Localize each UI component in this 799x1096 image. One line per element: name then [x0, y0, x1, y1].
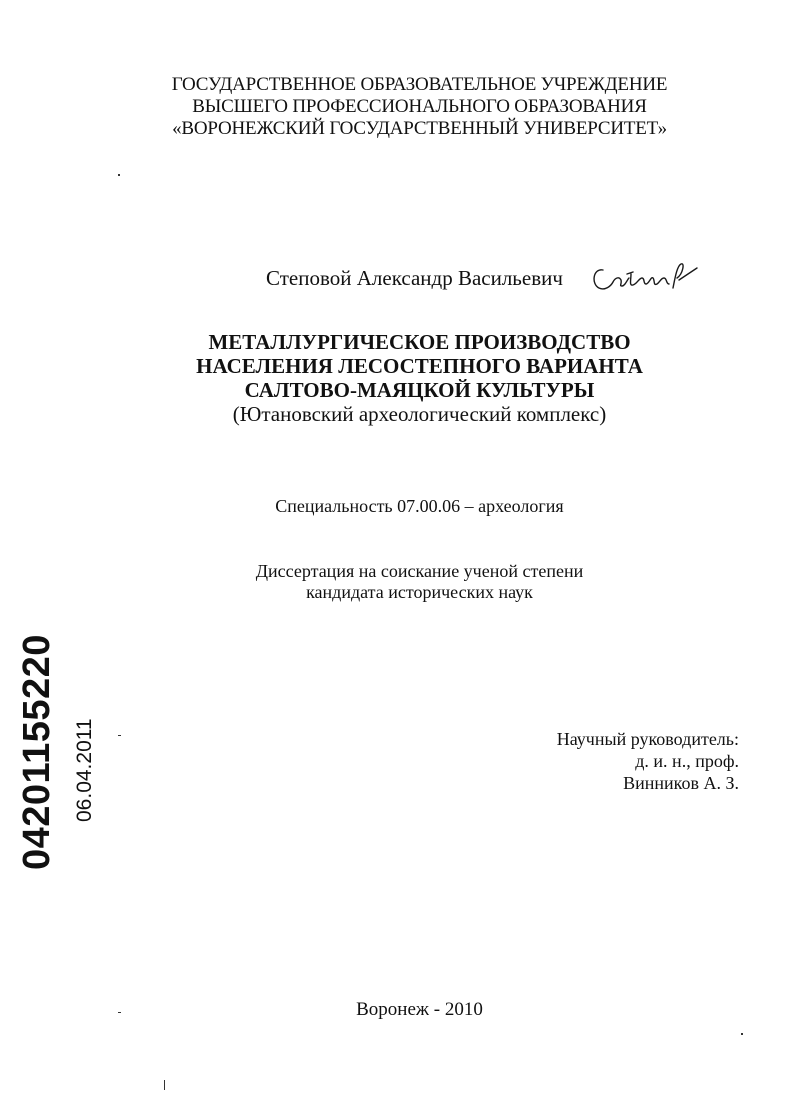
dissertation-title — [20, 330, 799, 426]
author-row — [266, 258, 699, 298]
scan-speck — [741, 1033, 743, 1035]
scan-speck — [118, 1012, 121, 1013]
stamp-number: 04201155220 — [16, 634, 58, 870]
supervisor-label: Научный руководитель: — [556, 729, 739, 749]
title-line-3: САЛТОВО-МАЯЦКОЙ КУЛЬТУРЫ — [244, 378, 595, 402]
degree-line-2: кандидата исторических наук — [306, 582, 533, 602]
scan-speck — [164, 1080, 165, 1090]
title-line-2: НАСЕЛЕНИЯ ЛЕСОСТЕПНОГО ВАРИАНТА — [196, 354, 643, 378]
supervisor-name: Винников А. З. — [623, 773, 739, 793]
institution-line-3: «ВОРОНЕЖСКИЙ ГОСУДАРСТВЕННЫЙ УНИВЕРСИТЕТ» — [172, 118, 667, 139]
library-stamp — [12, 634, 112, 870]
title-line-1: МЕТАЛЛУРГИЧЕСКОЕ ПРОИЗВОДСТВО — [208, 330, 631, 354]
scan-speck — [118, 735, 121, 736]
title-subtitle: (Ютановский археологический комплекс) — [232, 402, 607, 426]
supervisor-block — [557, 728, 739, 794]
city-year: Воронеж - 2010 — [356, 999, 483, 1020]
scan-speck — [118, 174, 120, 176]
institution-header — [20, 74, 799, 140]
degree-line-1: Диссертация на соискание ученой степени — [255, 561, 584, 581]
author-name: Степовой Александр Васильевич — [266, 265, 563, 290]
institution-line-1: ГОСУДАРСТВЕННОЕ ОБРАЗОВАТЕЛЬНОЕ УЧРЕЖДЕНИЕ — [171, 74, 668, 95]
specialty-line: Специальность 07.00.06 – археология — [275, 496, 564, 516]
degree-statement — [20, 561, 799, 603]
handwritten-signature — [589, 258, 699, 298]
institution-line-2: ВЫСШЕГО ПРОФЕССИОНАЛЬНОГО ОБРАЗОВАНИЯ — [192, 96, 647, 117]
supervisor-degree: д. и. н., проф. — [635, 751, 739, 771]
stamp-date: 06.04.2011 — [73, 718, 96, 822]
